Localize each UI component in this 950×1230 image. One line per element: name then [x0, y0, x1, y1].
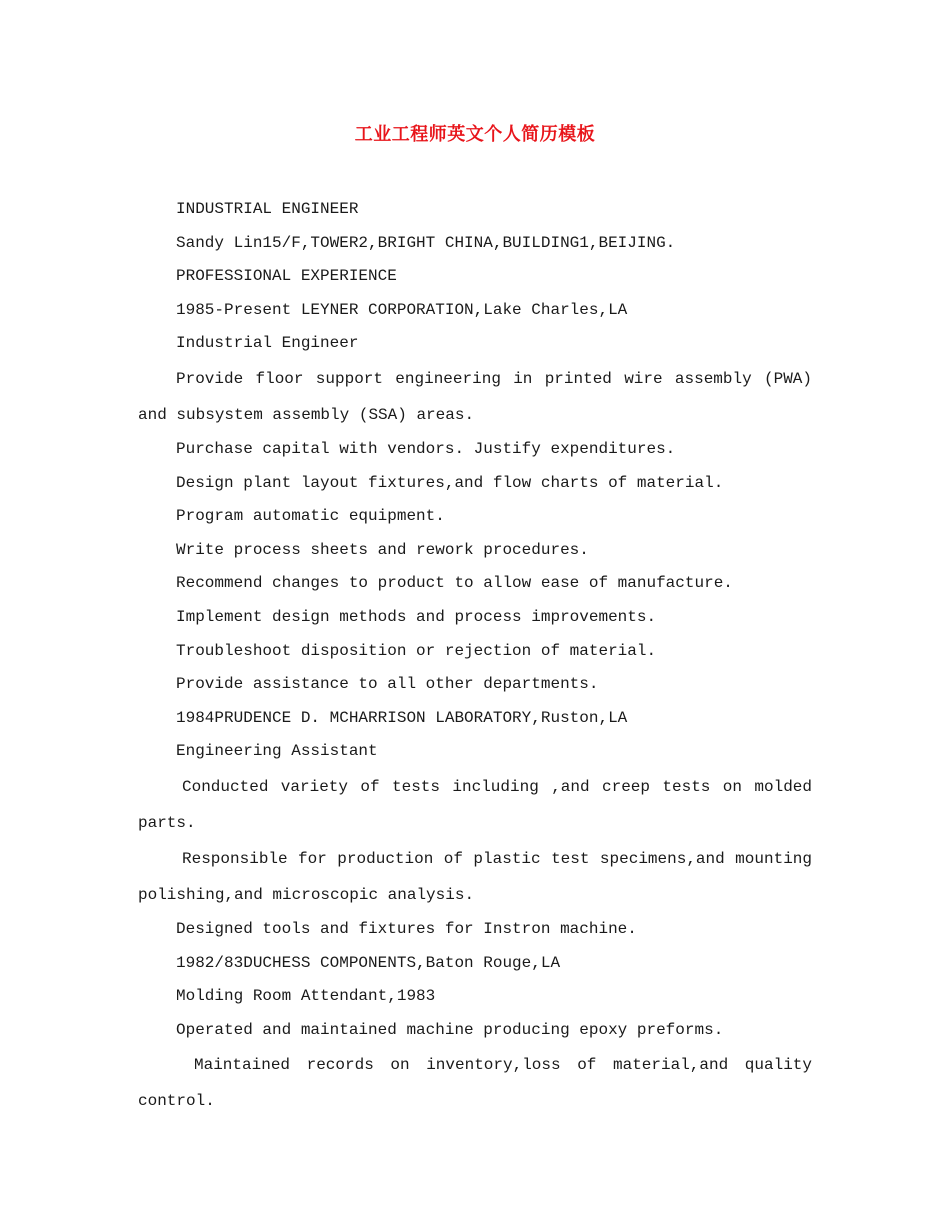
duty-item: Program automatic equipment.: [176, 507, 445, 526]
job-title: Engineering Assistant: [176, 742, 378, 761]
duty-item: Conducted variety of tests including ,and creep tests on molded parts.: [138, 777, 812, 832]
duty-item: Operated and maintained machine producing epoxy preforms.: [176, 1020, 724, 1039]
duty-item: Recommend changes to product to allow ease of manufacture.: [176, 574, 733, 593]
duty-item: Design plant layout fixtures,and flow charts of material.: [176, 473, 724, 492]
duty-item: Purchase capital with vendors. Justify expenditures.: [176, 439, 676, 458]
duty-item: Maintained records on inventory,loss of material,and quality control.: [138, 1056, 812, 1111]
duty-item: Responsible for production of plastic test specimens,and mounting polishing,and microscopic analysis.: [138, 849, 812, 904]
duty-item: Implement design methods and process improvements.: [176, 607, 657, 626]
employer-line: 1982/83DUCHESS COMPONENTS,Baton Rouge,LA: [176, 953, 561, 972]
contact-line: Sandy Lin15/F,TOWER2,BRIGHT CHINA,BUILDING1,BEIJING.: [176, 233, 676, 252]
duty-item: Write process sheets and rework procedures.: [176, 540, 589, 559]
duty-item: Provide assistance to all other departments.: [176, 675, 599, 694]
duty-item: Provide floor support engineering in printed wire assembly (PWA) and subsystem assembly (SSA) areas.: [138, 369, 812, 424]
employer-line: 1985-Present LEYNER CORPORATION,Lake Charles,LA: [176, 300, 628, 319]
resume-body: [138, 193, 812, 1119]
resume-heading: INDUSTRIAL ENGINEER: [176, 200, 359, 218]
employer-line: 1984PRUDENCE D. MCHARRISON LABORATORY,Ruston,LA: [176, 708, 628, 727]
duty-item: Troubleshoot disposition or rejection of material.: [176, 641, 657, 660]
job-title: Industrial Engineer: [176, 334, 359, 353]
document-title: 工业工程师英文个人简历模板: [354, 124, 596, 145]
job-title: Molding Room Attendant,1983: [176, 987, 436, 1006]
duty-item: Designed tools and fixtures for Instron machine.: [176, 919, 637, 938]
section-heading: PROFESSIONAL EXPERIENCE: [176, 267, 397, 286]
